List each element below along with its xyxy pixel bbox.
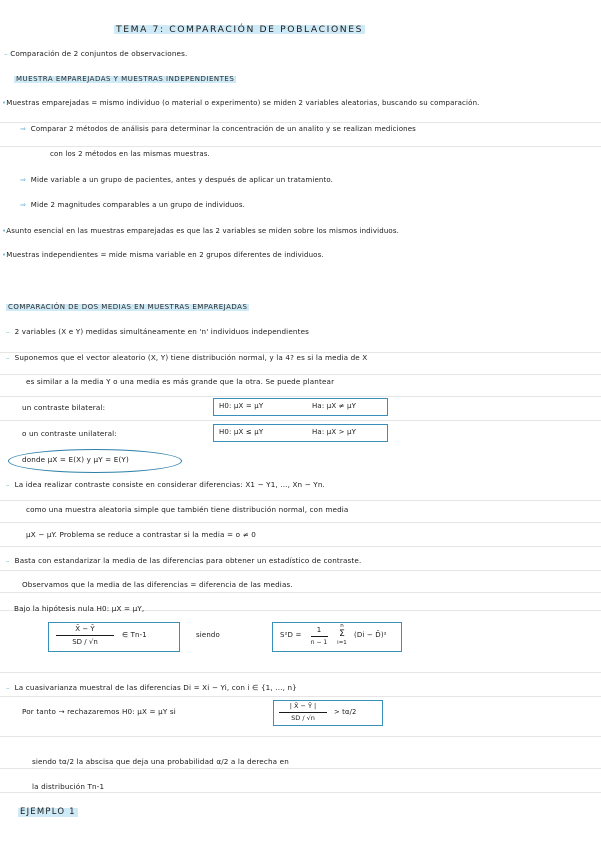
variance-body: (Di − D̄)² <box>354 631 387 639</box>
text-line: – 2 variables (X e Y) medidas simultáneamente en 'n' individuos independientes <box>6 327 310 336</box>
rule-line <box>0 672 601 673</box>
rule-line <box>0 570 601 571</box>
dash-icon: – <box>6 556 10 565</box>
rule-line <box>0 420 601 421</box>
bullet-item: ⇒ Mide 2 magnitudes comparables a un grupo de individuos. <box>20 201 246 209</box>
text-line: un contraste bilateral: <box>22 403 106 412</box>
arrow-icon: ⇒ <box>20 201 27 209</box>
sum-upper: n <box>340 623 344 629</box>
rule-line <box>0 736 601 737</box>
text-line: μX − μY. Problema se reduce a contrastar si la media = o ≠ 0 <box>26 530 256 539</box>
variance-frac-num: 1 <box>316 626 322 634</box>
variance-frac-den: n − 1 <box>310 639 328 646</box>
independent-definition: •Muestras independientes = mide misma variable en 2 grupos diferentes de individuos. <box>2 251 324 259</box>
dash-icon: – <box>6 353 10 362</box>
text-line: – La cuasivarianza muestral de las diferencias Di = Xi − Yi, con i ∈ {1, ..., n} <box>6 683 297 692</box>
fraction-line <box>56 635 114 636</box>
rule-line <box>0 374 601 375</box>
ha-unilateral: Ha: μX > μY <box>312 428 357 436</box>
rule-line <box>0 768 601 769</box>
statistic-denominator: SD / √n <box>72 638 98 646</box>
bullet-icon: • <box>2 251 7 259</box>
text-line: – La idea realizar contraste consiste en considerar diferencias: X1 − Y1, ..., Xn − Yn. <box>6 480 325 489</box>
rule-line <box>0 792 601 793</box>
text-line: es similar a la media Y o una media es más grande que la otra. Se puede plantear <box>26 377 335 386</box>
intro-line: – Comparación de 2 conjuntos de observaciones. <box>4 49 188 58</box>
text-line: siendo tα/2 la abscisa que deja una probabilidad α/2 a la derecha en <box>32 757 289 766</box>
dash-icon: – <box>6 327 10 336</box>
variance-lhs: S²D = <box>280 631 302 639</box>
rule-line <box>0 396 601 397</box>
text-line: Bajo la hipótesis nula H0: μX = μY, <box>14 604 145 613</box>
section-heading-1: MUESTRA EMPAREJADAS Y MUESTRAS INDEPENDIENTES <box>16 75 235 83</box>
rule-line <box>0 146 601 147</box>
rule-line <box>0 696 601 697</box>
ha-bilateral: Ha: μX ≠ μY <box>312 402 357 410</box>
dash-icon: – <box>6 683 10 692</box>
page-title: TEMA 7: COMPARACIÓN DE POBLACIONES <box>116 24 364 35</box>
rule-line <box>0 122 601 123</box>
h0-unilateral: H0: μX ≤ μY <box>219 428 264 436</box>
statistic-numerator: X̄ − Ȳ <box>75 625 95 633</box>
reject-threshold: > tα/2 <box>334 708 357 716</box>
text-line: Observamos que la media de las diferencias = diferencia de las medias. <box>22 580 293 589</box>
arrow-icon: ⇒ <box>20 176 27 184</box>
rule-line <box>0 592 601 593</box>
fraction-line <box>311 636 328 637</box>
dash-icon: – <box>6 480 10 489</box>
bullet-item: ⇒ Comparar 2 métodos de análisis para determinar la concentración de un analito y se realizan mediciones <box>20 125 416 133</box>
reject-numerator: | X̄ − Ȳ | <box>289 702 317 710</box>
sum-lower: i=1 <box>337 640 347 646</box>
text-line: – Basta con estandarizar la media de las diferencias para obtener un estadístico de contraste. <box>6 556 362 565</box>
sum-icon: Σ <box>339 629 345 639</box>
siendo-label: siendo <box>196 631 220 639</box>
bullet-icon: • <box>2 227 7 235</box>
rule-line <box>0 546 601 547</box>
key-point: •Asunto esencial en las muestras emparejadas es que las 2 variables se miden sobre los mismos individuos. <box>2 227 400 235</box>
paired-definition: •Muestras emparejadas = mismo individuo (o material o experimento) se miden 2 variables aleatorias, buscando su comparación. <box>2 99 480 107</box>
rule-line <box>0 522 601 523</box>
h0-bilateral: H0: μX = μY <box>219 402 264 410</box>
bullet-continuation: con los 2 métodos en las mismas muestras. <box>50 150 210 158</box>
bullet-icon: • <box>2 99 7 107</box>
section-heading-2: COMPARACIÓN DE DOS MEDIAS EN MUESTRAS EMPAREJADAS <box>8 303 248 311</box>
dash-icon: – <box>4 49 8 58</box>
statistic-distribution: ∈ Tn-1 <box>122 631 147 639</box>
bullet-item: ⇒ Mide variable a un grupo de pacientes, antes y después de aplicar un tratamiento. <box>20 176 334 184</box>
text-line: o un contraste unilateral: <box>22 429 117 438</box>
text-line: como una muestra aleatoria simple que también tiene distribución normal, con media <box>26 505 349 514</box>
text-line: la distribución Tn-1 <box>32 782 105 791</box>
example-heading: EJEMPLO 1 <box>20 807 76 817</box>
rule-line <box>0 500 601 501</box>
arrow-icon: ⇒ <box>20 125 27 133</box>
text-line: Por tanto → rechazaremos H0: μX = μY si <box>22 707 176 716</box>
text-line: – Suponemos que el vector aleatorio (X, Y) tiene distribución normal, y la 4? es si la media de X <box>6 353 368 362</box>
text-line: donde μX = E(X) y μY = E(Y) <box>22 455 129 464</box>
fraction-line <box>279 712 327 713</box>
reject-denominator: SD / √n <box>291 714 315 722</box>
